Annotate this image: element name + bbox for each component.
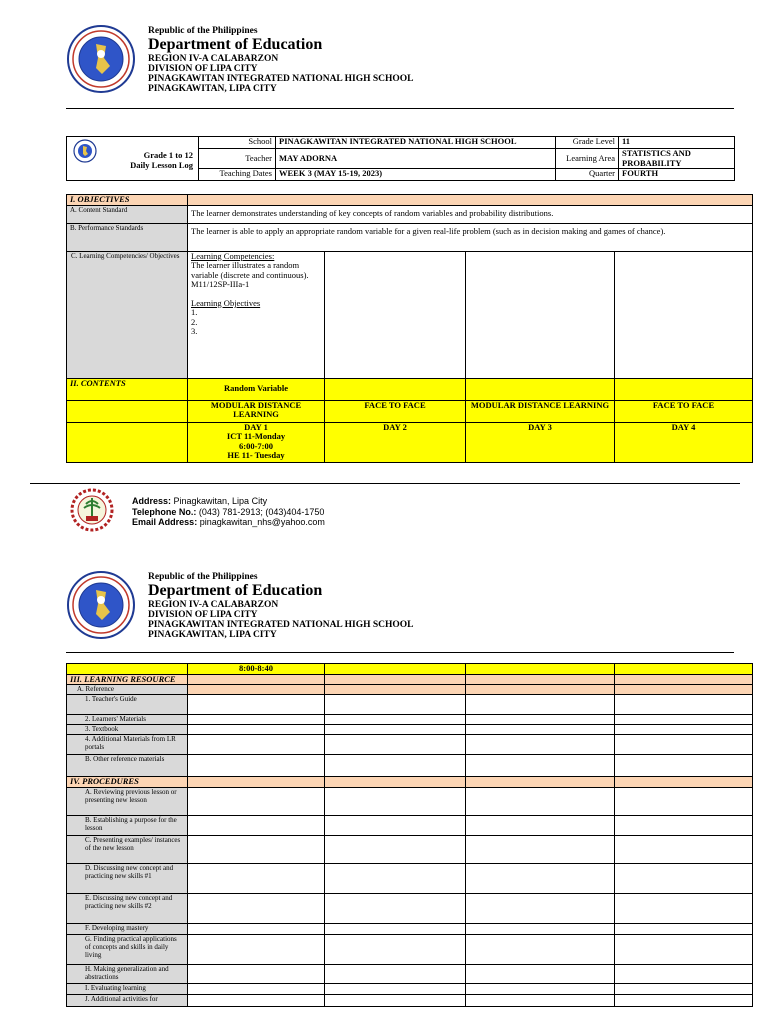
mode-day3: MODULAR DISTANCE LEARNING bbox=[466, 400, 615, 422]
dates-value: WEEK 3 (MAY 15-19, 2023) bbox=[276, 169, 556, 181]
day4-header: DAY 4 bbox=[615, 422, 753, 462]
region-line: REGION IV-A CALABARZON bbox=[148, 600, 279, 610]
address-label: Address: bbox=[132, 496, 172, 506]
location-line: PINAGKAWITAN, LIPA CITY bbox=[148, 84, 277, 94]
day1-schedule-1: ICT 11-Monday bbox=[226, 431, 286, 441]
header-rule bbox=[66, 108, 734, 109]
competencies-heading: Learning Competencies: bbox=[191, 251, 275, 261]
objectives-heading: I. OBJECTIVES bbox=[67, 195, 188, 206]
procedure-b-label: B. Establishing a purpose for the lesson bbox=[67, 815, 188, 835]
procedure-a-label: A. Reviewing previous lesson or presenting new lesson bbox=[67, 787, 188, 815]
school-line: PINAGKAWITAN INTEGRATED NATIONAL HIGH SCHOOL bbox=[148, 620, 414, 630]
area-value: STATISTICS AND PROBABILITY bbox=[619, 149, 735, 169]
letterhead-text bbox=[148, 26, 414, 94]
phone-value: (043) 781-2913; (043)404-1750 bbox=[196, 506, 325, 517]
learning-objectives-heading: Learning Objectives bbox=[191, 297, 261, 308]
day1-schedule-2: 6:00-7:00 bbox=[239, 440, 273, 451]
division-line: DIVISION OF LIPA CITY bbox=[148, 64, 258, 74]
letterhead-1 bbox=[66, 24, 736, 104]
contents-heading: II. CONTENTS bbox=[67, 378, 188, 400]
day2-objective-cell bbox=[325, 251, 466, 378]
procedure-g-label: G. Finding practical applications of concepts and skills in daily living bbox=[67, 934, 188, 964]
day4-objective-cell bbox=[615, 251, 753, 378]
procedures-heading: IV. PROCEDURES bbox=[67, 777, 188, 788]
dll-title-1: Grade 1 to 12 bbox=[143, 150, 193, 160]
objective-1: 1. bbox=[191, 307, 198, 317]
location-line: PINAGKAWITAN, LIPA CITY bbox=[148, 630, 277, 640]
resources-heading: III. LEARNING RESOURCE bbox=[67, 674, 188, 685]
procedure-c-label: C. Presenting examples/ instances of the new lesson bbox=[67, 835, 188, 863]
footer-contact bbox=[132, 496, 325, 528]
email-value: pinagkawitan_nhs@yahoo.com bbox=[197, 517, 325, 527]
phone-label: Telephone No.: bbox=[132, 506, 197, 517]
quarter-value: FOURTH bbox=[619, 169, 735, 181]
other-reference-label: B. Other reference materials bbox=[67, 755, 188, 777]
deped-seal-icon bbox=[66, 570, 136, 640]
email-label: Email Address: bbox=[132, 517, 198, 527]
deped-small-seal-icon bbox=[73, 139, 97, 163]
procedures-table bbox=[66, 663, 753, 1007]
school-line: PINAGKAWITAN INTEGRATED NATIONAL HIGH SCHOOL bbox=[148, 74, 414, 84]
deped-seal-icon bbox=[66, 24, 136, 94]
mode-day1: MODULAR DISTANCE LEARNING bbox=[188, 400, 325, 422]
dll-title-2: Daily Lesson Log bbox=[130, 159, 193, 170]
republic-line: Republic of the Philippines bbox=[148, 26, 258, 36]
competencies-cell bbox=[188, 251, 325, 378]
contents-topic: Random Variable bbox=[188, 378, 325, 400]
republic-line: Republic of the Philippines bbox=[148, 572, 258, 582]
competencies-label: C. Learning Competencies/ Objectives bbox=[67, 251, 188, 378]
school-value: PINAGKAWITAN INTEGRATED NATIONAL HIGH SCHOOL bbox=[276, 137, 556, 149]
competencies-text: The learner illustrates a random variable (discrete and continuous). M11/12SP-IIIa-1 bbox=[191, 260, 309, 289]
day3-objective-cell bbox=[466, 251, 615, 378]
procedure-h-label: H. Making generalization and abstractions bbox=[67, 964, 188, 983]
area-label: Learning Area bbox=[556, 149, 619, 169]
address-value: Pinagkawitan, Lipa City bbox=[171, 496, 268, 506]
procedure-i-label: I. Evaluating learning bbox=[67, 983, 188, 994]
footer-rule bbox=[30, 483, 740, 484]
textbook-label: 3. Textbook bbox=[67, 725, 188, 735]
region-line: REGION IV-A CALABARZON bbox=[148, 54, 279, 64]
objectives-heading-fill bbox=[188, 195, 753, 206]
department-name: Department of Education bbox=[148, 36, 323, 53]
division-line: DIVISION OF LIPA CITY bbox=[148, 610, 258, 620]
procedure-d-label: D. Discussing new concept and practicing new skills #1 bbox=[67, 863, 188, 893]
grade-value: 11 bbox=[619, 137, 735, 149]
procedure-f-label: F. Developing mastery bbox=[67, 923, 188, 934]
learners-materials-label: 2. Learners' Materials bbox=[67, 715, 188, 725]
reference-label: A. Reference bbox=[67, 685, 188, 695]
day1-header bbox=[188, 422, 325, 462]
objectives-table bbox=[66, 194, 753, 463]
dates-label: Teaching Dates bbox=[199, 169, 276, 181]
mode-day4: FACE TO FACE bbox=[615, 400, 753, 422]
day2-header: DAY 2 bbox=[325, 422, 466, 462]
letterhead-2 bbox=[66, 570, 736, 650]
teacher-label: Teacher bbox=[199, 149, 276, 169]
quarter-label: Quarter bbox=[556, 169, 619, 181]
content-standard-label: A. Content Standard bbox=[67, 205, 188, 223]
objective-2: 2. bbox=[191, 316, 198, 327]
teachers-guide-label: 1. Teacher's Guide bbox=[67, 695, 188, 715]
grade-label: Grade Level bbox=[556, 137, 619, 149]
day1-schedule-3: HE 11- Tuesday bbox=[227, 450, 285, 460]
header-rule bbox=[66, 652, 734, 653]
day3-header: DAY 3 bbox=[466, 422, 615, 462]
procedure-e-label: E. Discussing new concept and practicing new skills #2 bbox=[67, 893, 188, 923]
day1-time-continued: 8:00-8:40 bbox=[188, 664, 325, 675]
letterhead-text bbox=[148, 572, 414, 640]
procedure-j-label: J. Additional activities for bbox=[67, 994, 188, 1006]
mode-day2: FACE TO FACE bbox=[325, 400, 466, 422]
school-logo-icon bbox=[66, 488, 118, 532]
performance-standard-value: The learner is able to apply an appropriate random variable for a given real-life problem (such as in decision making and games of chance). bbox=[188, 223, 753, 251]
performance-standard-label: B. Performance Standards bbox=[67, 223, 188, 251]
department-name: Department of Education bbox=[148, 582, 323, 599]
content-standard-value: The learner demonstrates understanding of key concepts of random variables and probability distributions. bbox=[188, 205, 753, 223]
objective-3: 3. bbox=[191, 326, 198, 336]
dll-title-cell bbox=[67, 137, 199, 181]
day1-label: DAY 1 bbox=[244, 422, 268, 432]
teacher-value: MAY ADORNA bbox=[276, 149, 556, 169]
page-footer bbox=[66, 488, 666, 538]
school-label: School bbox=[199, 137, 276, 149]
additional-materials-label: 4. Additional Materials from LR portals bbox=[67, 735, 188, 755]
dll-info-table bbox=[66, 136, 735, 181]
